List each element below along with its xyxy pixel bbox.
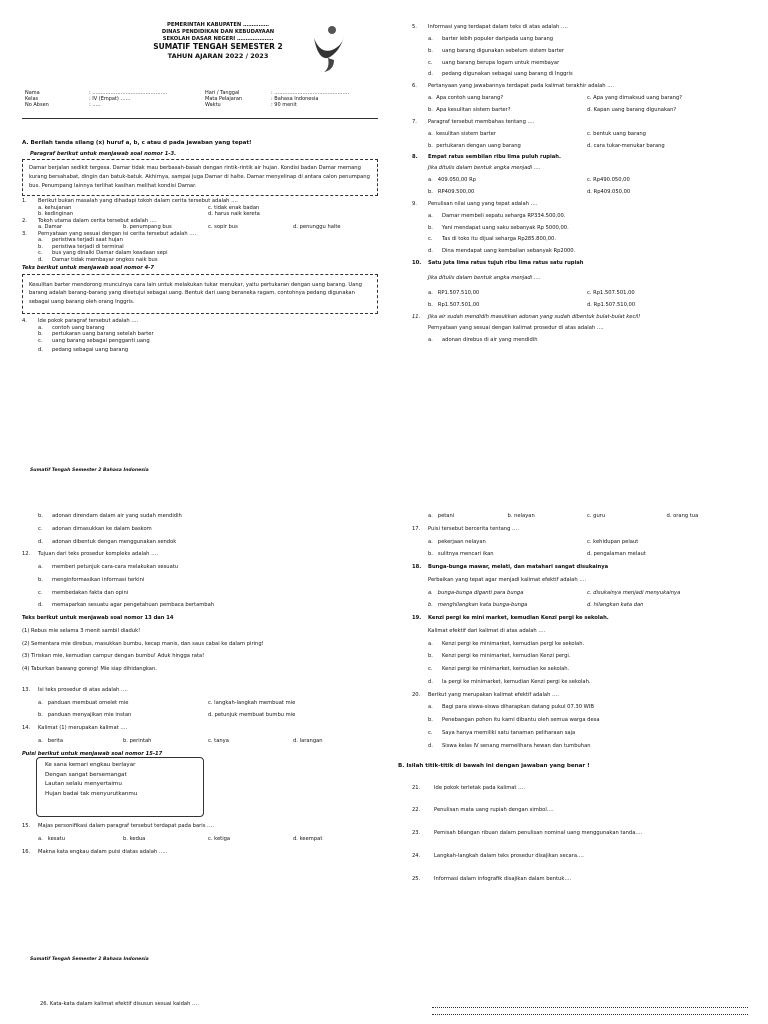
header-line-2: DINAS PENDIDIKAN DAN KEBUDAYAAN (161, 28, 275, 35)
student-info: Nama : ……………………………………… Hari / Tanggal : ……………………………………… Kelas : IV (Empat) …… Mata Pelajaran : Bahasa Indonesia No Absen : ….. Waktu : 90 menit (22, 90, 378, 108)
school-logo-icon (310, 24, 348, 74)
section-a-instruction: A. Berilah tanda silang (x) huruf a, b, c atau d pada jawaban yang tepat! (22, 140, 252, 146)
absen-field[interactable]: : ….. (89, 102, 101, 108)
header-line-3: SEKOLAH DASAR NEGERI ………………… (162, 35, 274, 42)
header-line-1: PEMERINTAH KABUPATEN …………… (167, 22, 269, 28)
question-26: 26. Kata-kata dalam kalimat efektif disusun sesuai kaidah …. (40, 1001, 199, 1007)
footer: Sumatif Tengah Semester 2 Bahasa Indonesia (30, 468, 149, 473)
right-column-bottom: a. petani b. nelayan c. guru d. orang tua 17. Puisi tersebut bercerita tentang …. a. pekerjaan nelayan c. kehidupan pelaut b. sulitnya mencari ikan d. pengalaman melaut 18. Bunga-bunga mawar, melati, dan matahari sangat disukainya Perbaikan yang tepat agar menjadi kalimat efektif adalah …. a. bunga-bunga diganti para bunga c. disukainya menjadi menyukainya b. menghilangkan kata bunga-bunga d. hilangkan kata dan 19. Kenzi pergi ke mini market, kemudian Kenzi pergi ke sekolah. Kalimat efektif dari kalimat di atas adalah …. a. Kenzi pergi ke minimarket, kemudian pergi ke sekolah. b. Kenzi pergi ke minimarket, kemudian Kenzi pergi. c. Kenzi pergi ke minimarket, kemudian ke sekolah. d. Ia pergi ke minimarket, kemudian Kenzi pergi ke sekolah. 20. Berikut yang merupakan kalimat efektif adalah …. a. Bagi para siswa-siswa diharapkan datang pukul 07.30 WIB b. Penebangan pohon itu kami dibantu oleh semua warga desa c. Saya hanya memiliki satu tanaman peliharaan saja d. Siswa kelas IV senang memelihara hewan dan tumbuhan B. Isilah titik-titik di bawah ini dengan jawaban yang benar ! 21. Ide pokok terletak pada kalimat …. 22. Penulisan mata uang rupiah dengan simbol…. 23. Pemisah bilangan ribuan dalam penulisan nominal uang menggunakan tanda…. 24. Langkah-langkah dalam teks prosedur disajikan secara…. 25. Informasi dalam infografik disajikan dalam bentuk…. (412, 513, 746, 882)
left-column-bottom: b. adonan direndam dalam air yang sudah mendidih c. adonan dimasukkan ke dalam baskom d. adonan dibentuk dengan menggunakan sendok 12. Tujuan dari teks prosedur kompleks adalah …. a. memberi petunjuk cara-cara melakukan sesuatu b. menginformasikan informasi terkini c. membedakan fakta dan opini d. memaparkan sesuatu agar pengetahuan pembaca bertambah Teks berikut untuk menjawab soal nomor 13 dan 14 (1) Rebus mie selama 3 menit sambil diaduk! (2) Sementara mie direbus, masukkan bumbu, kecap manis, dan saus cabai ke dalam piring! (3) Tiriskan mie, kemudian campur dengan bumbu! Aduk hingga rata! (4) Taburkan bawang goreng! Mie siap dihidangkan. 13. Isi teks prosedur di atas adalah …. a. panduan membuat omelet mie c. langkah-langkah membuat mie b. panduan menyajikan mie instan d. petunjuk membuat bumbu mie 14. Kalimat (1) merupakan kalimat …. a. berita b. perintah c. tanya d. larangan Puisi berikut untuk menjawab soal nomor 15-17 Ke sana kemari engkau berlayar Dengan sangat bersemangat Lautan selalu menyertaimu Hujan badai tak menyurutkanmu 15. Majas personifikasi dalam paragraf tersebut terdapat pada baris …. a. kesatu b. kedua c. ketiga d. keempat 16. Makna kata engkau dalam puisi diatas adalah ….. (22, 513, 323, 855)
left-column-top: A. Berilah tanda silang (x) huruf a, b, c atau d pada jawaban yang tepat! Paragraf berikut untuk menjawab soal nomor 1-3. Damar berjalan sedikit tergesa. Damar tidak mau berbasah-basah dengan rintik-rintik air hujan. Kondisi badan Damar memang kurang bersahabat, dingin dan batuk-batuk. Akhirnya, sampai juga Damar di halte. Damar menyelinap di antara calon penumpang bus. Penumpang lainnya terlihat kasihan melihat kondisi Damar. 1. Berikut bukan masalah yang dihadapi tokoh dalam cerita tersebut adalah …. a. kehujanan c. tidak enak badan b. kedinginan d. harus naik kereta 2. Tokoh utama dalam cerita tersebut adalah …. a. Damar b. penumpang bus c. sopir bus d. penunggu halte 3. Pernyataan yang sesuai dengan isi cerita tersebut adalah …. a. peristiwa terjadi saat hujan b. peristiwa terjadi di terminal c. bus yang dinaiki Damar dalam keadaan sepi d. Damar tidak membayar ongkos naik bus Teks berikut untuk menjawab soal nomor 4-7 Kesulitan barter mendorong munculnya cara lain untuk melakukan tukar menukar, yaitu pertukaran dengan uang barang. Uang barang adalah barang-barang yang disetujui sebagai uang. Bentuk dari uang beraneka ragam, contohnya pedang digunakan sebagai uang barang oleh orang Inggris. 4. Ide pokok paragraf tersebut adalah …. a. contoh uang barang b. pertukaran uang barang setelah barter c. uang barang sebagai pengganti uang d. pedang sebagai uang barang (22, 140, 378, 354)
school-year: TAHUN AJARAN 2022 / 2023 (167, 52, 269, 60)
passage-box-2: Kesulitan barter mendorong munculnya cara lain untuk melakukan tukar menukar, yaitu pertukaran dengan uang barang. Uang barang adalah barang-barang yang disetujui sebagai uang. Bentuk dari uang beraneka ragam, contohnya pedang digunakan sebagai uang barang oleh orang Inggris. (22, 274, 378, 315)
answer-line-26[interactable] (432, 1001, 748, 1015)
exam-header (118, 22, 318, 60)
date-field[interactable]: : ……………………………………… (271, 90, 350, 96)
name-field[interactable]: : ……………………………………… (89, 90, 168, 96)
divider (22, 118, 378, 119)
page-top (0, 0, 768, 480)
exam-title: SUMATIF TENGAH SEMESTER 2 (153, 42, 283, 52)
page-bottom: b. adonan direndam dalam air yang sudah mendidih c. adonan dimasukkan ke dalam baskom d. adonan dibentuk dengan menggunakan sendok 12. Tujuan dari teks prosedur kompleks adalah …. a. memberi petunjuk cara-cara melakukan sesuatu b. menginformasikan informasi terkini c. membedakan fakta dan opini d. memaparkan sesuatu agar pengetahuan pembaca bertambah Teks berikut untuk menjawab soal nomor 13 dan 14 (1) Rebus mie selama 3 menit sambil diaduk! (2) Sementara mie direbus, masukkan bumbu, kecap manis, dan saus cabai ke dalam piring! (3) Tiriskan mie, kemudian campur dengan bumbu! Aduk hingga rata! (4) Taburkan bawang goreng! Mie siap dihidangkan. 13. Isi teks prosedur di atas adalah …. a. panduan membuat omelet mie c. langkah-langkah membuat mie b. panduan menyajikan mie instan d. petunjuk membuat bumbu mie 14. Kalimat (1) merupakan kalimat …. a. berita b. perintah c. tanya d. larangan Puisi berikut untuk menjawab soal nomor 15-17 Ke sana kemari engkau berlayar Dengan sangat bersemangat Lautan selalu menyertaimu Hujan badai tak menyurutkanmu 15. Majas personifikasi dalam paragraf tersebut terdapat pada baris …. a. kesatu b. kedua c. ketiga d. keempat 16. Makna kata engkau dalam puisi diatas adalah ….. Sumatif Tengah Semester 2 Bahasa Indonesia a. petani b. nelayan c. guru d. orang tua 17. Puisi tersebut bercerita tentang …. a. pekerjaan nelayan c. kehidupan pelaut b. sulitnya mencari ikan d. pengalaman melaut 18. Bunga-bunga mawar, melati, dan matahari sangat disukainya Perbaikan yang tepat agar menjadi kalimat efektif adalah …. a. bunga-bunga diganti para bunga c. disukainya menjadi menyukainya b. menghilangkan kata bunga-bunga d. hilangkan kata dan 19. Kenzi pergi ke mini market, kemudian Kenzi pergi ke sekolah. Kalimat efektif dari kalimat di atas adalah …. a. Kenzi pergi ke minimarket, kemudian pergi ke sekolah. b. Kenzi pergi ke minimarket, kemudian Kenzi pergi. c. Kenzi pergi ke minimarket, kemudian ke sekolah. d. Ia pergi ke minimarket, kemudian Kenzi pergi ke sekolah. 20. Berikut yang merupakan kalimat efektif adalah …. a. Bagi para siswa-siswa diharapkan datang pukul 07.30 WIB b. Penebangan pohon itu kami dibantu oleh semua warga desa c. Saya hanya memiliki satu tanaman peliharaan saja d. Siswa kelas IV senang memelihara hewan dan tumbuhan B. Isilah titik-titik di bawah ini dengan jawaban yang benar ! 21. Ide pokok terletak pada kalimat …. 22. Penulisan mata uang rupiah dengan simbol…. 23. Pemisah bilangan ribuan dalam penulisan nominal uang menggunakan tanda…. 24. Langkah-langkah dalam teks prosedur disajikan secara…. 25. Informasi dalam infografik disajikan dalam bentuk…. 26. Kata-kata dalam kalimat efektif disusun sesuai kaidah …. (0, 505, 768, 1024)
passage-lead: Paragraf berikut untuk menjawab soal nomor 1-3. (30, 150, 177, 157)
right-column-top: 5. Informasi yang terdapat dalam teks di atas adalah …. a. barter lebih populer daripada uang barang b. uang barang digunakan sebelum sistem barter c. uang barang berupa logam untuk membayar d. pedang digunakan sebagai uang barang di Inggris 6. Pertanyaan yang jawabannya terdapat pada kalimat terakhir adalah …. a. Apa contoh uang barang? c. Apa yang dimaksud uang barang? b. Apa kesulitan sistem barter? d. Kapan uang barang digunakan? 7. Paragraf tersebut membahas tentang …. a. kesulitan sistem barter c. bentuk uang barang b. pertukaran dengan uang barang d. cara tukar-menukar barang 8. Empat ratus sembilan ribu lima puluh rupiah. Jika ditulis dalam bentuk angka menjadi …. a. 409.050,00 Rp c. Rp490.050,00 b. RP409.500,00 d. Rp409.050,00 9. Penulisan nilai uang yang tepat adalah …. a. Damar membeli sepatu seharga RP334.500,00. b. Yani mendapat uang saku sebanyak Rp 5000,00. c. Tas di toko itu dijual seharga Rp285.800,00. d. Dina mendapat uang kembalian sebanyak Rp2000. 10. Satu juta lima ratus tujuh ribu lima ratus satu rupiah Jika ditulis dalam bentuk angka menjadi …. a. RP1.507.510,00 c. Rp1.507.501,00 b. Rp1.507.501,00 d. Rp1.507.510,00 11. Jika air sudah mendidih masukkan adonan yang sudah dibentuk bulat-bulat kecil! Pernyataan yang sesuai dengan kalimat prosedur di atas adalah …. a. adonan direbus di air yang mendidih (412, 24, 683, 344)
passage-box: Damar berjalan sedikit tergesa. Damar tidak mau berbasah-basah dengan rintik-rintik air hujan. Kondisi badan Damar memang kurang bersahabat, dingin dan batuk-batuk. Akhirnya, sampai juga Damar di halte. Damar menyelinap di antara calon penumpang bus. Penumpang lainnya terlihat kasihan melihat kondisi Damar. (22, 159, 378, 196)
section-b-instruction: B. Isilah titik-titik di bawah ini dengan jawaban yang benar ! (398, 763, 590, 770)
poem-box: Ke sana kemari engkau berlayar Dengan sangat bersemangat Lautan selalu menyertaimu Hujan badai tak menyurutkanmu (36, 757, 204, 817)
